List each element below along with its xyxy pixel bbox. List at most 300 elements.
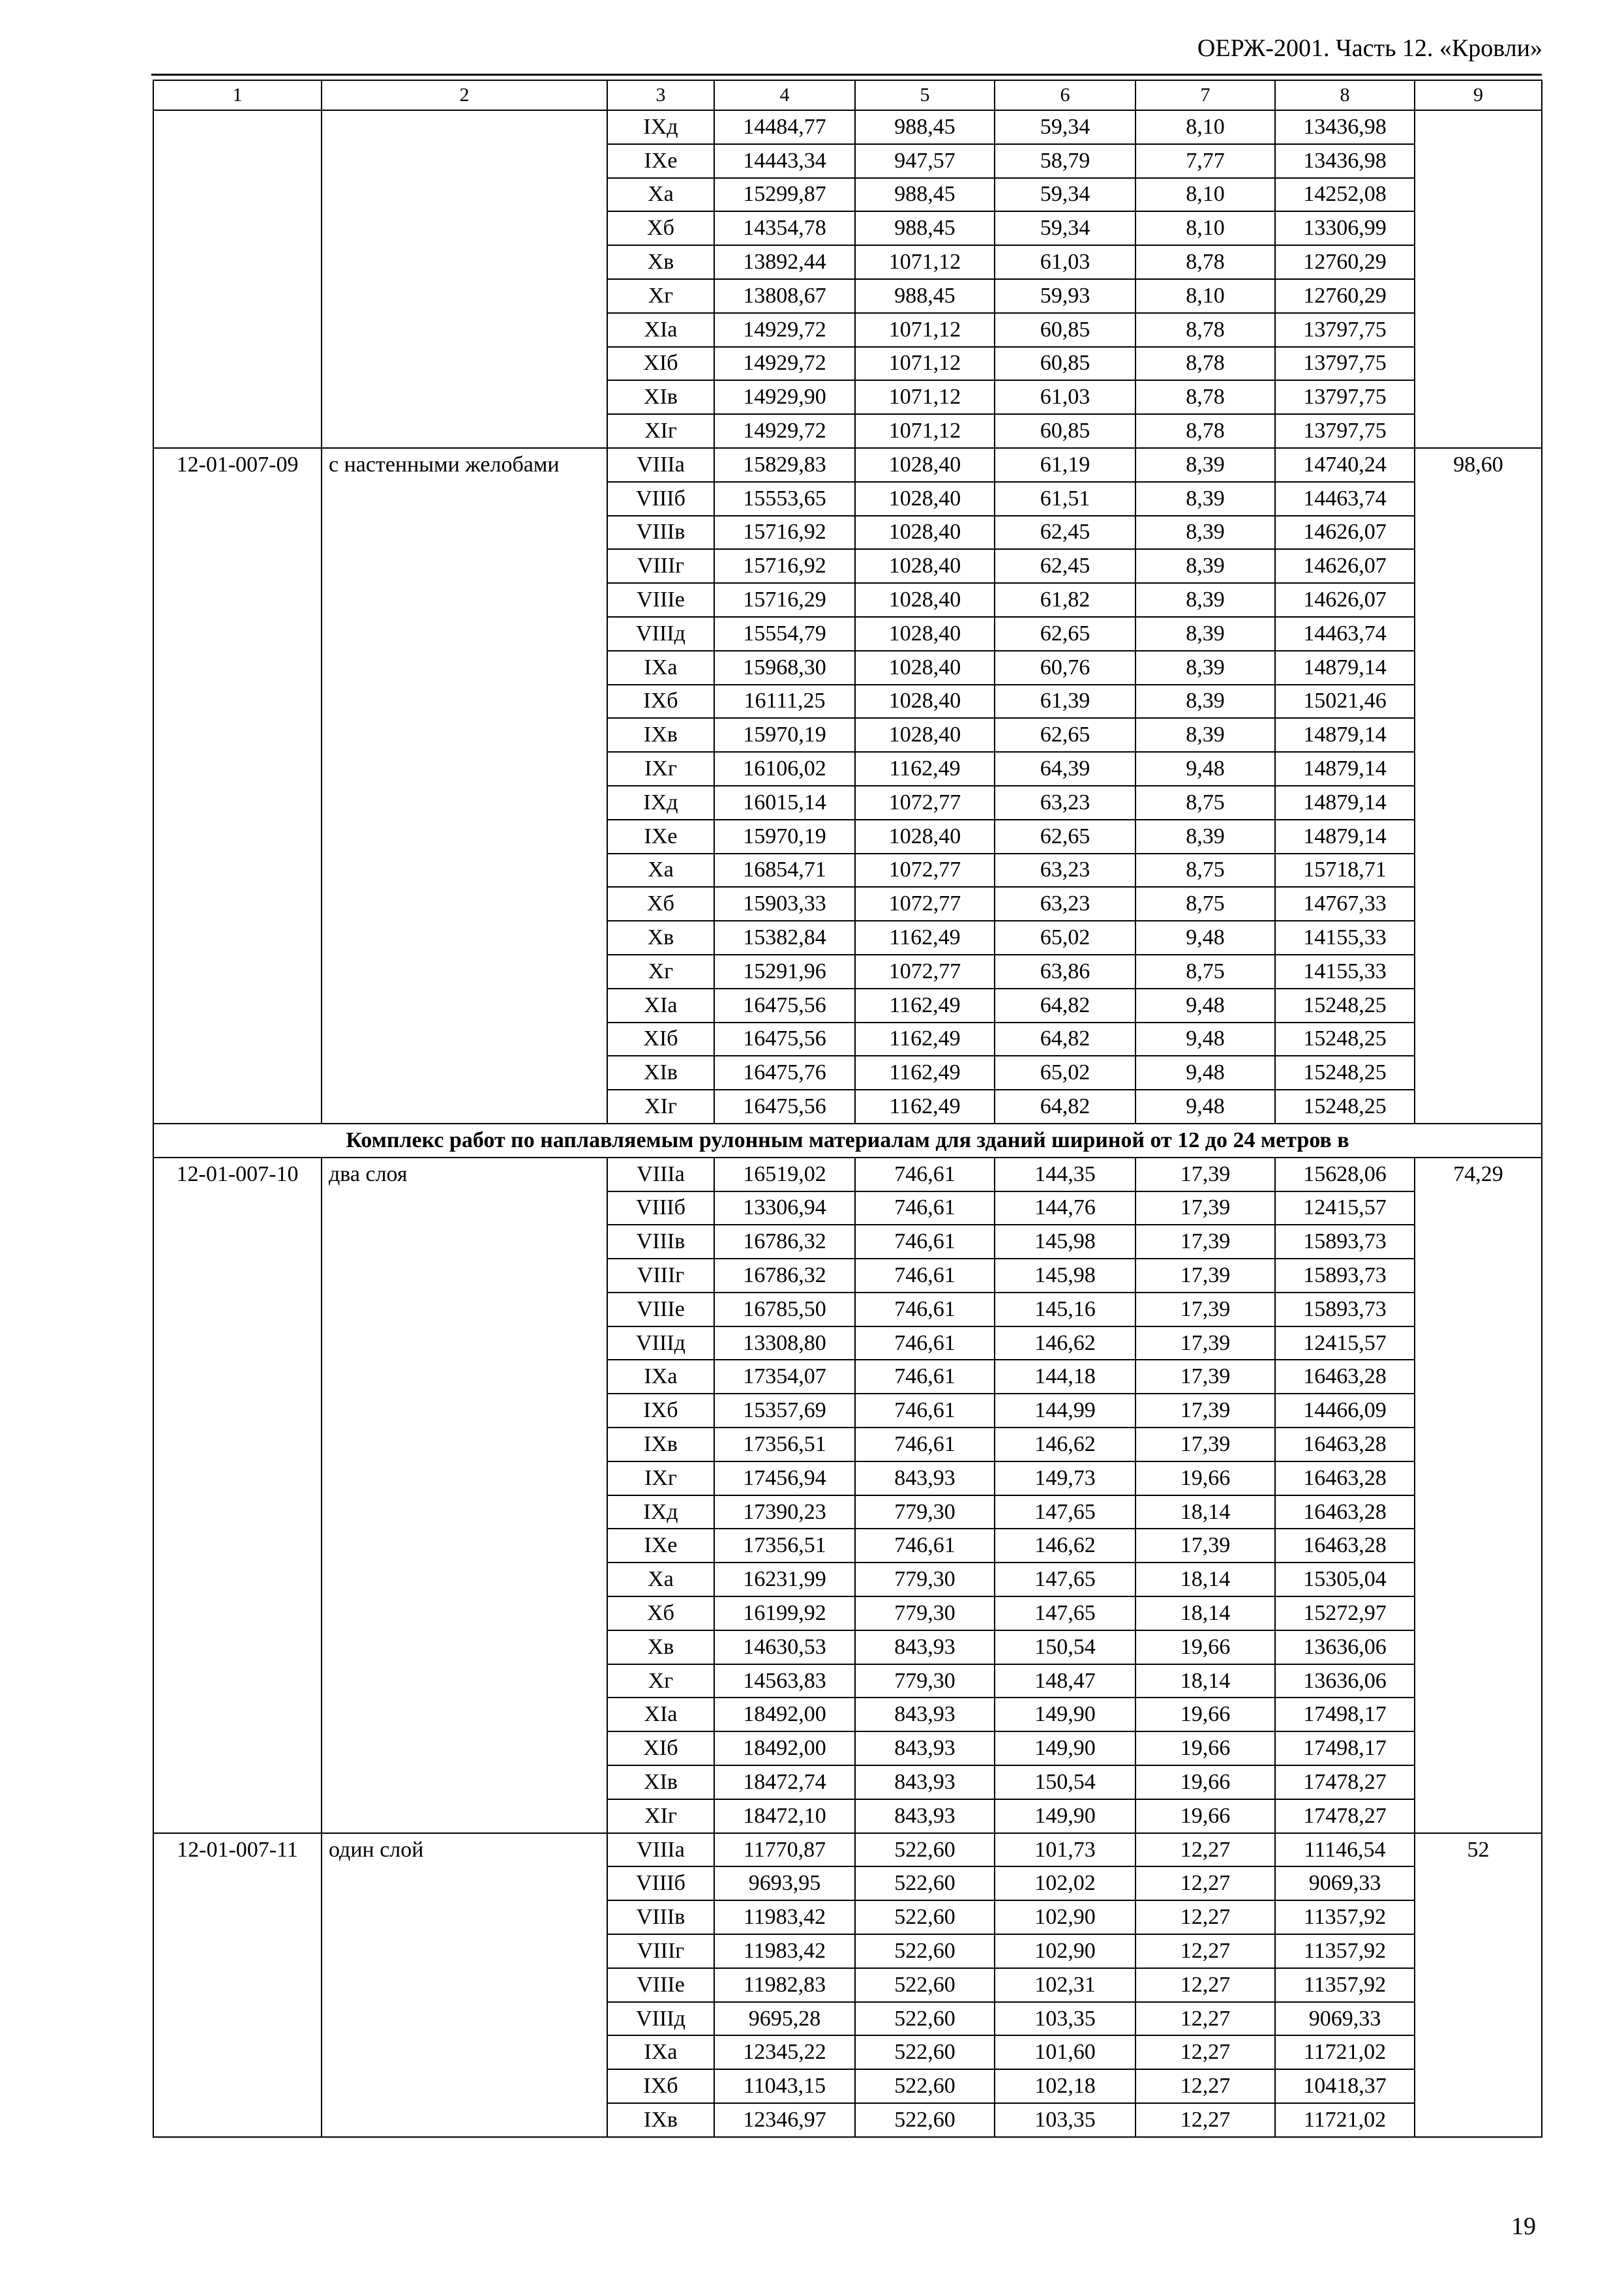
table-row xyxy=(153,1158,1542,1191)
value-cell: 103,35 xyxy=(995,2002,1135,2036)
value-cell: 8,39 xyxy=(1135,718,1275,752)
value-cell: 746,61 xyxy=(855,1529,995,1563)
zone-cell: IXе xyxy=(607,144,714,178)
value-cell: 843,93 xyxy=(855,1765,995,1799)
value-cell: 8,39 xyxy=(1135,617,1275,651)
value-cell: 12760,29 xyxy=(1275,245,1415,279)
value-cell: 522,60 xyxy=(855,1934,995,1968)
zone-cell: VIIIг xyxy=(607,549,714,583)
value-cell: 62,65 xyxy=(995,718,1135,752)
value-cell: 61,19 xyxy=(995,448,1135,482)
value-cell: 146,62 xyxy=(995,1326,1135,1360)
value-cell: 13797,75 xyxy=(1275,414,1415,448)
value-cell: 12345,22 xyxy=(714,2035,855,2069)
page-number: 19 xyxy=(1511,2213,1536,2240)
value-cell: 8,75 xyxy=(1135,955,1275,989)
value-cell: 8,78 xyxy=(1135,347,1275,381)
value-cell: 14879,14 xyxy=(1275,651,1415,685)
zone-cell: Xв xyxy=(607,921,714,955)
value-cell: 64,82 xyxy=(995,1090,1135,1124)
value-cell: 14929,90 xyxy=(714,380,855,414)
zone-cell: IXа xyxy=(607,2035,714,2069)
value-cell: 16786,32 xyxy=(714,1225,855,1259)
value-cell: 746,61 xyxy=(855,1360,995,1394)
column-number: 2 xyxy=(322,80,607,110)
column-number: 8 xyxy=(1275,80,1415,110)
value-cell: 18472,74 xyxy=(714,1765,855,1799)
value-cell: 8,78 xyxy=(1135,380,1275,414)
zone-cell: Xг xyxy=(607,955,714,989)
item-name xyxy=(322,110,607,448)
value-cell: 1028,40 xyxy=(855,617,995,651)
value-cell: 15893,73 xyxy=(1275,1293,1415,1326)
value-cell: 15248,25 xyxy=(1275,1090,1415,1124)
value-cell: 15970,19 xyxy=(714,718,855,752)
zone-cell: IXб xyxy=(607,685,714,719)
zone-cell: Xг xyxy=(607,279,714,313)
value-cell: 11357,92 xyxy=(1275,1900,1415,1934)
zone-cell: IXб xyxy=(607,1394,714,1428)
value-cell: 9695,28 xyxy=(714,2002,855,2036)
value-cell: 102,90 xyxy=(995,1934,1135,1968)
value-cell: 17456,94 xyxy=(714,1461,855,1495)
zone-cell: IXе xyxy=(607,1529,714,1563)
value-cell: 746,61 xyxy=(855,1293,995,1326)
column-number-row xyxy=(153,80,1542,110)
value-cell: 11146,54 xyxy=(1275,1833,1415,1867)
value-cell: 8,39 xyxy=(1135,549,1275,583)
value-cell: 12,27 xyxy=(1135,1968,1275,2002)
zone-cell: XIв xyxy=(607,1765,714,1799)
value-cell: 15968,30 xyxy=(714,651,855,685)
value-cell: 17,39 xyxy=(1135,1428,1275,1461)
value-cell: 18472,10 xyxy=(714,1799,855,1833)
zone-cell: VIIIа xyxy=(607,1158,714,1191)
section-heading-row xyxy=(153,1124,1542,1158)
value-cell: 60,85 xyxy=(995,414,1135,448)
value-cell: 144,76 xyxy=(995,1191,1135,1225)
value-cell: 779,30 xyxy=(855,1563,995,1596)
value-cell: 522,60 xyxy=(855,2103,995,2137)
zone-cell: VIIIе xyxy=(607,1293,714,1326)
zone-cell: Xв xyxy=(607,245,714,279)
value-cell: 16463,28 xyxy=(1275,1428,1415,1461)
value-cell: 8,75 xyxy=(1135,854,1275,888)
section-heading: Комплекс работ по наплавляемым рулонным материалам для зданий шириной от 12 до 24 метров в xyxy=(153,1124,1542,1158)
zone-cell: XIб xyxy=(607,347,714,381)
value-cell: 843,93 xyxy=(855,1799,995,1833)
value-cell: 64,39 xyxy=(995,752,1135,786)
zone-cell: VIIIг xyxy=(607,1934,714,1968)
value-cell: 16786,32 xyxy=(714,1259,855,1293)
value-cell: 13306,94 xyxy=(714,1191,855,1225)
value-cell: 101,73 xyxy=(995,1833,1135,1867)
value-cell: 14563,83 xyxy=(714,1664,855,1698)
value-cell: 13436,98 xyxy=(1275,110,1415,144)
zone-cell: Xв xyxy=(607,1630,714,1664)
value-cell: 1072,77 xyxy=(855,955,995,989)
value-cell: 17498,17 xyxy=(1275,1698,1415,1731)
running-header: ОЕРЖ-2001. Часть 12. «Кровли» xyxy=(1197,35,1542,62)
value-cell: 59,34 xyxy=(995,211,1135,245)
zone-cell: IXг xyxy=(607,1461,714,1495)
item-code xyxy=(153,110,322,448)
value-cell: 18492,00 xyxy=(714,1698,855,1731)
value-cell: 14740,24 xyxy=(1275,448,1415,482)
value-cell: 9,48 xyxy=(1135,752,1275,786)
item-col9-value xyxy=(1415,110,1542,448)
value-cell: 12,27 xyxy=(1135,2002,1275,2036)
value-cell: 522,60 xyxy=(855,2069,995,2103)
value-cell: 17356,51 xyxy=(714,1529,855,1563)
value-cell: 63,23 xyxy=(995,887,1135,921)
value-cell: 63,23 xyxy=(995,854,1135,888)
table-row xyxy=(153,448,1542,482)
zone-cell: XIг xyxy=(607,414,714,448)
value-cell: 17478,27 xyxy=(1275,1765,1415,1799)
value-cell: 103,35 xyxy=(995,2103,1135,2137)
zone-cell: Xг xyxy=(607,1664,714,1698)
item-name: один слой xyxy=(322,1833,607,2137)
value-cell: 1071,12 xyxy=(855,414,995,448)
value-cell: 15893,73 xyxy=(1275,1225,1415,1259)
value-cell: 9,48 xyxy=(1135,1090,1275,1124)
value-cell: 522,60 xyxy=(855,1833,995,1867)
zone-cell: IXв xyxy=(607,2103,714,2137)
value-cell: 10418,37 xyxy=(1275,2069,1415,2103)
value-cell: 13436,98 xyxy=(1275,144,1415,178)
value-cell: 63,23 xyxy=(995,786,1135,820)
column-number: 3 xyxy=(607,80,714,110)
value-cell: 15970,19 xyxy=(714,820,855,854)
value-cell: 62,45 xyxy=(995,516,1135,550)
column-number: 9 xyxy=(1415,80,1542,110)
value-cell: 12,27 xyxy=(1135,2069,1275,2103)
zone-cell: IXд xyxy=(607,786,714,820)
zone-cell: IXд xyxy=(607,110,714,144)
value-cell: 146,62 xyxy=(995,1428,1135,1461)
value-cell: 14252,08 xyxy=(1275,178,1415,212)
value-cell: 522,60 xyxy=(855,1866,995,1900)
value-cell: 17,39 xyxy=(1135,1191,1275,1225)
zone-cell: Xа xyxy=(607,1563,714,1596)
value-cell: 9,48 xyxy=(1135,1023,1275,1056)
value-cell: 16106,02 xyxy=(714,752,855,786)
value-cell: 13636,06 xyxy=(1275,1630,1415,1664)
value-cell: 61,39 xyxy=(995,685,1135,719)
value-cell: 14626,07 xyxy=(1275,516,1415,550)
column-number: 7 xyxy=(1135,80,1275,110)
value-cell: 19,66 xyxy=(1135,1630,1275,1664)
value-cell: 15554,79 xyxy=(714,617,855,651)
value-cell: 60,76 xyxy=(995,651,1135,685)
zone-cell: VIIIв xyxy=(607,1900,714,1934)
value-cell: 8,78 xyxy=(1135,414,1275,448)
value-cell: 14879,14 xyxy=(1275,786,1415,820)
value-cell: 12,27 xyxy=(1135,2035,1275,2069)
value-cell: 64,82 xyxy=(995,989,1135,1023)
value-cell: 1162,49 xyxy=(855,1090,995,1124)
value-cell: 147,65 xyxy=(995,1495,1135,1529)
value-cell: 15382,84 xyxy=(714,921,855,955)
value-cell: 102,90 xyxy=(995,1900,1135,1934)
value-cell: 14626,07 xyxy=(1275,583,1415,617)
value-cell: 58,79 xyxy=(995,144,1135,178)
value-cell: 62,65 xyxy=(995,617,1135,651)
zone-cell: IXа xyxy=(607,1360,714,1394)
value-cell: 19,66 xyxy=(1135,1698,1275,1731)
zone-cell: VIIIб xyxy=(607,1866,714,1900)
value-cell: 18492,00 xyxy=(714,1731,855,1765)
value-cell: 522,60 xyxy=(855,1900,995,1934)
value-cell: 843,93 xyxy=(855,1630,995,1664)
value-cell: 14630,53 xyxy=(714,1630,855,1664)
value-cell: 746,61 xyxy=(855,1326,995,1360)
header-rule xyxy=(151,74,1542,76)
value-cell: 14443,34 xyxy=(714,144,855,178)
value-cell: 14463,74 xyxy=(1275,617,1415,651)
value-cell: 19,66 xyxy=(1135,1765,1275,1799)
zone-cell: Xа xyxy=(607,178,714,212)
value-cell: 62,65 xyxy=(995,820,1135,854)
value-cell: 18,14 xyxy=(1135,1495,1275,1529)
zone-cell: XIа xyxy=(607,1698,714,1731)
zone-cell: VIIIе xyxy=(607,583,714,617)
value-cell: 17356,51 xyxy=(714,1428,855,1461)
value-cell: 63,86 xyxy=(995,955,1135,989)
value-cell: 779,30 xyxy=(855,1495,995,1529)
value-cell: 64,82 xyxy=(995,1023,1135,1056)
value-cell: 13797,75 xyxy=(1275,380,1415,414)
column-number: 4 xyxy=(714,80,855,110)
zone-cell: VIIIб xyxy=(607,1191,714,1225)
zone-cell: VIIIв xyxy=(607,1225,714,1259)
value-cell: 19,66 xyxy=(1135,1461,1275,1495)
value-cell: 14929,72 xyxy=(714,414,855,448)
value-cell: 15829,83 xyxy=(714,448,855,482)
value-cell: 1028,40 xyxy=(855,820,995,854)
value-cell: 15716,92 xyxy=(714,549,855,583)
value-cell: 145,16 xyxy=(995,1293,1135,1326)
value-cell: 746,61 xyxy=(855,1191,995,1225)
value-cell: 8,78 xyxy=(1135,245,1275,279)
value-cell: 1071,12 xyxy=(855,380,995,414)
value-cell: 1162,49 xyxy=(855,1056,995,1090)
value-cell: 13808,67 xyxy=(714,279,855,313)
zone-cell: Xа xyxy=(607,854,714,888)
value-cell: 8,39 xyxy=(1135,516,1275,550)
value-cell: 59,34 xyxy=(995,110,1135,144)
value-cell: 1028,40 xyxy=(855,685,995,719)
value-cell: 16015,14 xyxy=(714,786,855,820)
value-cell: 150,54 xyxy=(995,1630,1135,1664)
value-cell: 746,61 xyxy=(855,1394,995,1428)
value-cell: 11983,42 xyxy=(714,1900,855,1934)
value-cell: 15248,25 xyxy=(1275,1023,1415,1056)
value-cell: 16463,28 xyxy=(1275,1529,1415,1563)
value-cell: 17,39 xyxy=(1135,1326,1275,1360)
value-cell: 1162,49 xyxy=(855,1023,995,1056)
value-cell: 11043,15 xyxy=(714,2069,855,2103)
value-cell: 14155,33 xyxy=(1275,921,1415,955)
value-cell: 11982,83 xyxy=(714,1968,855,2002)
value-cell: 15718,71 xyxy=(1275,854,1415,888)
value-cell: 9069,33 xyxy=(1275,2002,1415,2036)
value-cell: 17,39 xyxy=(1135,1529,1275,1563)
zone-cell: VIIIд xyxy=(607,617,714,651)
value-cell: 13797,75 xyxy=(1275,313,1415,347)
column-number: 1 xyxy=(153,80,322,110)
value-cell: 13636,06 xyxy=(1275,1664,1415,1698)
zone-cell: XIб xyxy=(607,1731,714,1765)
value-cell: 8,39 xyxy=(1135,685,1275,719)
value-cell: 16785,50 xyxy=(714,1293,855,1326)
value-cell: 9069,33 xyxy=(1275,1866,1415,1900)
value-cell: 101,60 xyxy=(995,2035,1135,2069)
value-cell: 18,14 xyxy=(1135,1664,1275,1698)
zone-cell: XIв xyxy=(607,1056,714,1090)
value-cell: 147,65 xyxy=(995,1596,1135,1630)
value-cell: 16231,99 xyxy=(714,1563,855,1596)
item-col9-value: 74,29 xyxy=(1415,1158,1542,1833)
zone-cell: XIг xyxy=(607,1799,714,1833)
value-cell: 16463,28 xyxy=(1275,1461,1415,1495)
value-cell: 18,14 xyxy=(1135,1596,1275,1630)
value-cell: 15248,25 xyxy=(1275,1056,1415,1090)
item-code: 12-01-007-11 xyxy=(153,1833,322,2137)
zone-cell: IXв xyxy=(607,1428,714,1461)
item-code: 12-01-007-09 xyxy=(153,448,322,1124)
value-cell: 1162,49 xyxy=(855,752,995,786)
zone-cell: Xб xyxy=(607,887,714,921)
value-cell: 17,39 xyxy=(1135,1158,1275,1191)
item-name: два слоя xyxy=(322,1158,607,1833)
value-cell: 61,51 xyxy=(995,482,1135,516)
table-body xyxy=(153,80,1542,2137)
value-cell: 14466,09 xyxy=(1275,1394,1415,1428)
value-cell: 779,30 xyxy=(855,1664,995,1698)
value-cell: 14484,77 xyxy=(714,110,855,144)
value-cell: 17478,27 xyxy=(1275,1799,1415,1833)
value-cell: 1028,40 xyxy=(855,448,995,482)
value-cell: 11357,92 xyxy=(1275,1934,1415,1968)
table-row xyxy=(153,1833,1542,1867)
value-cell: 17,39 xyxy=(1135,1225,1275,1259)
value-cell: 12415,57 xyxy=(1275,1191,1415,1225)
value-cell: 988,45 xyxy=(855,211,995,245)
item-name: с настенными желобами xyxy=(322,448,607,1124)
value-cell: 14879,14 xyxy=(1275,820,1415,854)
value-cell: 18,14 xyxy=(1135,1563,1275,1596)
value-cell: 1071,12 xyxy=(855,245,995,279)
value-cell: 7,77 xyxy=(1135,144,1275,178)
value-cell: 13892,44 xyxy=(714,245,855,279)
value-cell: 1028,40 xyxy=(855,549,995,583)
zone-cell: VIIIа xyxy=(607,448,714,482)
value-cell: 16475,56 xyxy=(714,989,855,1023)
value-cell: 13306,99 xyxy=(1275,211,1415,245)
column-number: 6 xyxy=(995,80,1135,110)
value-cell: 14929,72 xyxy=(714,347,855,381)
value-cell: 15357,69 xyxy=(714,1394,855,1428)
value-cell: 12,27 xyxy=(1135,2103,1275,2137)
value-cell: 60,85 xyxy=(995,347,1135,381)
value-cell: 149,90 xyxy=(995,1698,1135,1731)
value-cell: 1072,77 xyxy=(855,887,995,921)
value-cell: 843,93 xyxy=(855,1731,995,1765)
price-table xyxy=(153,80,1542,2138)
value-cell: 17,39 xyxy=(1135,1259,1275,1293)
value-cell: 9,48 xyxy=(1135,1056,1275,1090)
value-cell: 145,98 xyxy=(995,1259,1135,1293)
zone-cell: XIв xyxy=(607,380,714,414)
value-cell: 12760,29 xyxy=(1275,279,1415,313)
value-cell: 9693,95 xyxy=(714,1866,855,1900)
value-cell: 15716,92 xyxy=(714,516,855,550)
value-cell: 11721,02 xyxy=(1275,2103,1415,2137)
zone-cell: XIб xyxy=(607,1023,714,1056)
value-cell: 779,30 xyxy=(855,1596,995,1630)
value-cell: 843,93 xyxy=(855,1461,995,1495)
value-cell: 102,31 xyxy=(995,1968,1135,2002)
value-cell: 149,90 xyxy=(995,1799,1135,1833)
value-cell: 947,57 xyxy=(855,144,995,178)
zone-cell: IXг xyxy=(607,752,714,786)
table-row xyxy=(153,110,1542,144)
value-cell: 14767,33 xyxy=(1275,887,1415,921)
value-cell: 16199,92 xyxy=(714,1596,855,1630)
value-cell: 17390,23 xyxy=(714,1495,855,1529)
zone-cell: VIIIг xyxy=(607,1259,714,1293)
value-cell: 14155,33 xyxy=(1275,955,1415,989)
value-cell: 148,47 xyxy=(995,1664,1135,1698)
value-cell: 16475,76 xyxy=(714,1056,855,1090)
value-cell: 8,39 xyxy=(1135,651,1275,685)
value-cell: 522,60 xyxy=(855,2035,995,2069)
zone-cell: IXд xyxy=(607,1495,714,1529)
value-cell: 746,61 xyxy=(855,1225,995,1259)
value-cell: 16475,56 xyxy=(714,1090,855,1124)
value-cell: 19,66 xyxy=(1135,1731,1275,1765)
value-cell: 15248,25 xyxy=(1275,989,1415,1023)
value-cell: 59,93 xyxy=(995,279,1135,313)
value-cell: 13308,80 xyxy=(714,1326,855,1360)
value-cell: 9,48 xyxy=(1135,921,1275,955)
value-cell: 144,99 xyxy=(995,1394,1135,1428)
value-cell: 15021,46 xyxy=(1275,685,1415,719)
value-cell: 62,45 xyxy=(995,549,1135,583)
value-cell: 17498,17 xyxy=(1275,1731,1415,1765)
value-cell: 1072,77 xyxy=(855,854,995,888)
zone-cell: IXе xyxy=(607,820,714,854)
value-cell: 14879,14 xyxy=(1275,752,1415,786)
value-cell: 16463,28 xyxy=(1275,1360,1415,1394)
value-cell: 8,10 xyxy=(1135,211,1275,245)
value-cell: 15291,96 xyxy=(714,955,855,989)
zone-cell: VIIIб xyxy=(607,482,714,516)
value-cell: 8,10 xyxy=(1135,110,1275,144)
value-cell: 1028,40 xyxy=(855,482,995,516)
value-cell: 746,61 xyxy=(855,1259,995,1293)
value-cell: 16475,56 xyxy=(714,1023,855,1056)
value-cell: 15299,87 xyxy=(714,178,855,212)
value-cell: 149,73 xyxy=(995,1461,1135,1495)
value-cell: 843,93 xyxy=(855,1698,995,1731)
value-cell: 145,98 xyxy=(995,1225,1135,1259)
value-cell: 11983,42 xyxy=(714,1934,855,1968)
value-cell: 17,39 xyxy=(1135,1394,1275,1428)
value-cell: 988,45 xyxy=(855,279,995,313)
